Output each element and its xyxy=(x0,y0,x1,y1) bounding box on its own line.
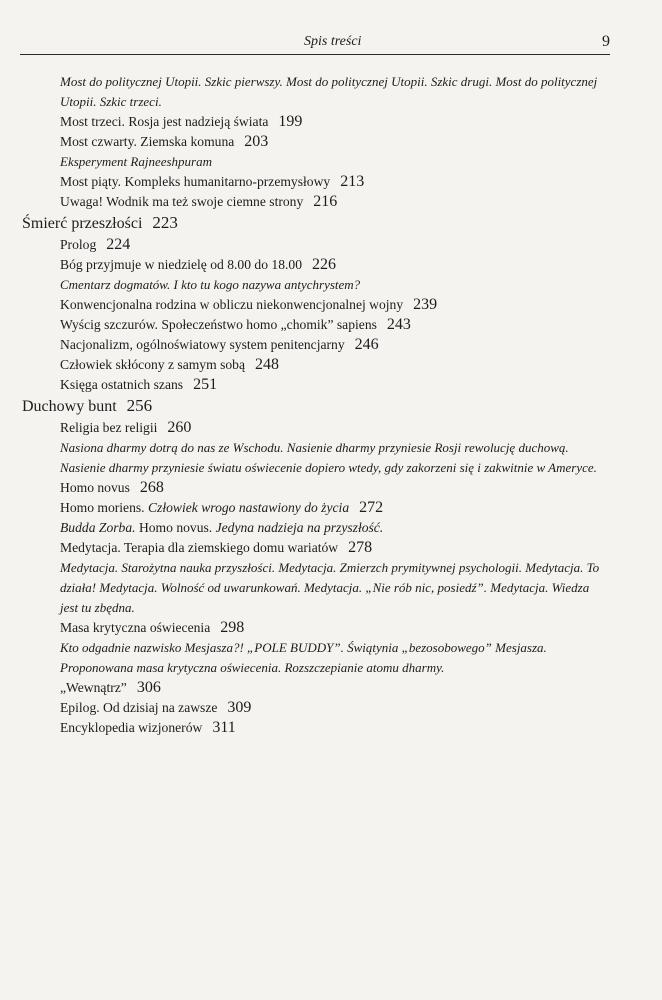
toc-entry-page: 272 xyxy=(359,499,384,516)
toc-subtopics xyxy=(60,518,662,538)
toc-entry xyxy=(60,498,662,518)
toc-chapter-title: Śmierć przeszłości xyxy=(22,215,143,232)
toc-entry xyxy=(60,112,662,132)
toc-entry-page: 203 xyxy=(244,133,269,150)
toc-entry-title: Encyklopedia wizjonerów xyxy=(60,720,203,735)
toc-entry-page: 306 xyxy=(136,679,161,696)
toc-entry-title: Masa krytyczna oświecenia xyxy=(60,620,211,635)
toc-entry xyxy=(60,618,662,638)
toc-chapter xyxy=(22,212,662,235)
toc-entry xyxy=(60,718,662,738)
toc-subtopic: Budda Zorba. xyxy=(60,520,136,535)
toc-chapter-page: 256 xyxy=(126,396,153,415)
toc-subtopics: Nasiona dharmy dotrą do nas ze Wschodu. Nasienie dharmy przyniesie Rosji rewolucję duchową. Nasienie dharmy przyniesie światu oświecenie dopiero wtedy, gdy zakorzeni się i zakwitnie w Ameryce. xyxy=(60,440,597,475)
toc-entry xyxy=(60,132,662,152)
toc-entry xyxy=(60,678,662,698)
running-header xyxy=(20,34,610,55)
toc-entry xyxy=(60,255,662,275)
toc-subtopics: Most do politycznej Utopii. Szkic pierwszy. Most do politycznej Utopii. Szkic drugi. Most do politycznej Utopii. Szkic trzeci. xyxy=(60,74,598,109)
toc-entry xyxy=(60,418,662,438)
toc-entry-page: 246 xyxy=(354,336,379,353)
toc-entry-subtitle: Człowiek wrogo nastawiony do życia xyxy=(147,500,350,515)
toc-entry-title: Most piąty. Kompleks humanitarno-przemysłowy xyxy=(60,174,331,189)
toc-subtopic: Homo novus. xyxy=(138,520,213,535)
toc-entry-title: Most czwarty. Ziemska komuna xyxy=(60,134,235,149)
toc-entry-page: 224 xyxy=(106,236,131,253)
toc-chapter-page: 223 xyxy=(152,213,178,232)
toc-entry-title: Epilog. Od dzisiaj na zawsze xyxy=(60,700,218,715)
toc-entry xyxy=(60,315,662,335)
toc-subtopic: Jedyna nadzieja na przyszłość. xyxy=(215,520,384,535)
toc-subtopics: Medytacja. Starożytna nauka przyszłości. Medytacja. Zmierzch prymitywnej psychologii. Medytacja. To działa! Medytacja. Wolność od uwarunkowań. Medytacja. „Nie rób nic, posiedź”. Medytacja. Wiedza jest tu zbędna. xyxy=(60,560,600,615)
toc-entry-title: Bóg przyjmuje w niedzielę od 8.00 do 18.00 xyxy=(60,257,302,272)
toc-entry xyxy=(60,478,662,498)
toc-entry xyxy=(60,192,662,212)
toc-entry-title: Medytacja. Terapia dla ziemskiego domu wariatów xyxy=(60,540,339,555)
toc-entry-page: 239 xyxy=(413,296,438,313)
toc-entry-title: „Wewnątrz” xyxy=(60,680,127,695)
toc-entry-page: 311 xyxy=(212,719,236,736)
toc-entry-title: Uwaga! Wodnik ma też swoje ciemne strony xyxy=(60,194,304,209)
running-title: Spis treści xyxy=(304,34,362,49)
toc-subtopics: Cmentarz dogmatów. I kto tu kogo nazywa antychrystem? xyxy=(60,277,361,292)
toc-entry-page: 213 xyxy=(340,173,365,190)
toc-entry-page: 260 xyxy=(167,419,192,436)
toc-entry-page: 278 xyxy=(348,539,373,556)
toc-entry xyxy=(60,538,662,558)
toc-entry-page: 248 xyxy=(255,356,279,373)
toc-entry xyxy=(60,235,662,255)
toc-entry-page: 309 xyxy=(227,699,252,716)
toc-entry-title: Homo moriens. xyxy=(60,500,145,515)
toc-chapter-title: Duchowy bunt xyxy=(22,398,117,415)
toc-entry-title: Nacjonalizm, ogólnoświatowy system penitencjarny xyxy=(60,337,345,352)
toc-entry xyxy=(60,698,662,718)
toc-entry-title: Księga ostatnich szans xyxy=(60,377,184,392)
toc-entry-title: Homo novus xyxy=(60,480,130,495)
toc-entry xyxy=(60,375,662,395)
toc-entry-title: Człowiek skłócony z samym sobą xyxy=(60,357,245,372)
toc-entry xyxy=(60,172,662,192)
toc-entry-title: Most trzeci. Rosja jest nadzieją świata xyxy=(60,114,269,129)
toc-entry xyxy=(60,355,662,375)
toc-chapter xyxy=(22,395,662,418)
toc-entry-title: Konwencjonalna rodzina w obliczu niekonwencjonalnej wojny xyxy=(60,297,404,312)
toc-entry-page: 298 xyxy=(220,619,245,636)
page-number: 9 xyxy=(602,33,610,50)
toc-entry-page: 226 xyxy=(312,256,336,273)
toc-entry-page: 216 xyxy=(313,193,338,210)
toc-entry-title: Prolog xyxy=(60,237,97,252)
toc-entry xyxy=(60,335,662,355)
toc-entry-page: 243 xyxy=(386,316,411,333)
toc-subtopics: Eksperyment Rajneeshpuram xyxy=(60,154,212,169)
toc-entry-page: 268 xyxy=(139,479,164,496)
toc-entry-title: Wyścig szczurów. Społeczeństwo homo „chomik” sapiens xyxy=(60,317,377,332)
table-of-contents xyxy=(0,72,662,738)
toc-entry-page: 199 xyxy=(278,113,303,130)
toc-subtopics: Kto odgadnie nazwisko Mesjasza?! „POLE BUDDY”. Świątynia „bezosobowego” Mesjasza. Proponowana masa krytyczna oświecenia. Rozszczepianie atomu dharmy. xyxy=(60,640,547,675)
toc-entry-title: Religia bez religii xyxy=(60,420,158,435)
toc-entry xyxy=(60,295,662,315)
toc-entry-page: 251 xyxy=(193,376,218,393)
